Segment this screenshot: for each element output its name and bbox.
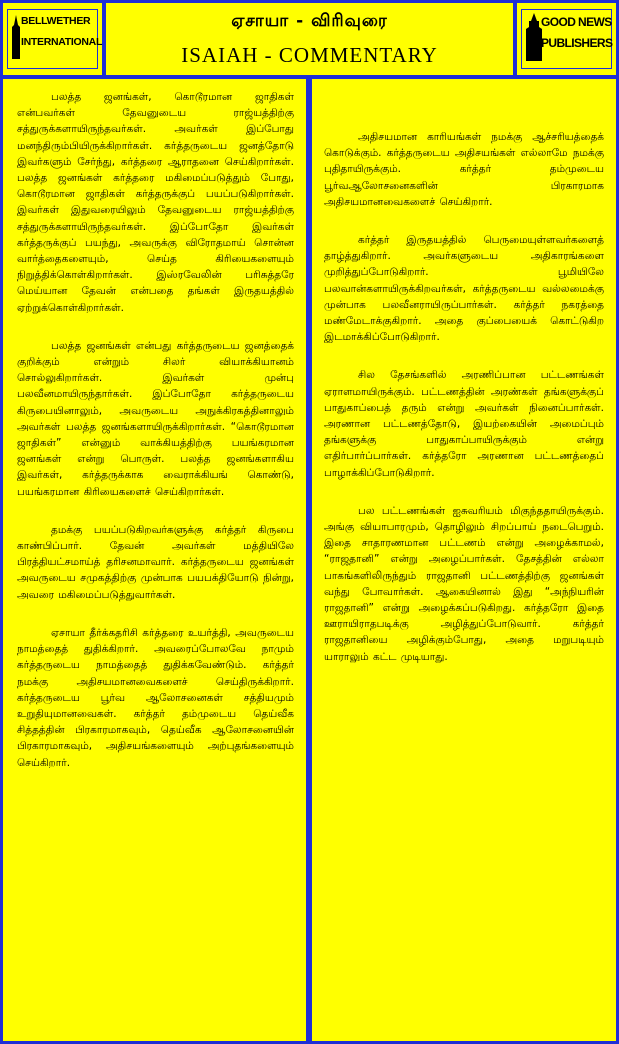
paragraph: சில தேசங்களில் அரணிப்பான பட்டணங்கள் ஏராளமாயிருக்கும். பட்டணத்தின் அரண்கள் தங்களுக்குப் பாதுகாப்பைத் தரும் என்று அவர்கள் நினைப்பார்கள். அரணான பட்டணத்தோடு, இயற்கையின் அமைப்பும் தங்களுக்கு பாதுகாப்பாயிருக்கும் என்று எதிர்பார்ப்பார்கள். கர்த்தரோ அரணான பட்டணத்தைப் பாழாக்கிப்போடுகிறார். [324, 369, 604, 479]
logo-line2: INTERNATIONAL [21, 36, 103, 48]
page-header [0, 0, 619, 79]
logo-line2: PUBLISHERS [541, 36, 613, 50]
good-news-logo [513, 3, 616, 75]
title-english: ISAIAH - COMMENTARY [181, 43, 438, 67]
paragraph: பலத்த ஜனங்கள் என்பது கர்த்தருடைய ஜனத்தைக் குறிக்கும் என்றும் சிலர் வியாக்கியானம் சொல்லுகிறார்கள். இவர்கள் முன்பு பலவீனமாயிருந்தார்கள். இப்போதோ கர்த்தருடைய கிருபையினாலும், அவருடைய அநுக்கிரகத்தினாலும் அவர்கள் பலத்த ஜனங்களாயிருக்கிறார்கள். “கொடூரமான ஜாதிகள்” என்னும் வாக்கியத்திற்கு பயங்கரமான ஜனங்கள் என்று பொருள். பலத்த ஜனங்களாகிய இவர்கள், கர்த்தருக்காக வைராக்கியங் கொண்டு, பயங்கரமான கிரியைகளைச் செய்கிறார்கள். [17, 339, 294, 498]
paragraph: தமக்கு பயப்படுகிறவர்களுக்கு கர்த்தர் கிருபை காண்பிப்பார். தேவன் அவர்கள் மத்தியிலே பிரத்தியட்சமாய்த் தரிசனமாவார். கர்த்தருடைய ஜனங்கள் அவருடைய சமுகத்திற்கு முன்பாக பயபக்தியோடு நின்று, அவரை மகிமைப்படுத்துவார்கள். [17, 523, 294, 601]
right-column [310, 79, 616, 1041]
paragraph: பல பட்டணங்கள் ஐசுவரியம் மிகுந்ததாயிருக்கும். அங்கு வியாபாரமும், தொழிலும் சிறப்பாய் நடைபெறும். இதை சாதாரணமான பட்டணம் என்று அழைக்காமல், “ராஜதானி” என்று அழைப்பார்கள். தேசத்தின் எல்லா பாகங்களிலிருந்தும் ராஜதானி பட்டணத்திற்கு ஜனங்கள் வந்து போவார்கள். ஆகையினால் இது “அந்நியரின் ராஜதானி” என்று அழைக்கப்படுகிறது. கர்த்தரோ இதை ஊராயிராதபடிக்கு அழித்துப்போடுவார். கர்த்தர் ராஜதானியை அழிக்கும்போது, அதை மறுபடியும் யாராலும் கட்ட முடியாது. [324, 504, 604, 663]
paragraph: பலத்த ஜனங்கள், கொடூரமான ஜாதிகள் என்பவர்கள் தேவனுடைய ராஜ்யத்திற்கு சத்துருக்களாயிருந்தவர்கள். அவர்கள் இப்போது மனந்திரும்பியிருக்கிறார்கள். கர்த்தருடைய ஜனத்தோடு இவர்களும் சேர்ந்து, கர்த்தரை ஆராதனை செய்கிறார்கள். பலத்த ஜனங்கள் கர்த்தரை மகிமைப்படுத்தும் போது, கொடூரமான ஜாதிகள் கர்த்தருக்குப் பயப்படுகிறார்கள். இவர்கள் இதுவரையிலும் தேவனுடைய ராஜ்யத்திற்கு சத்துருக்களாயிருந்தவர்கள். இப்போதோ இவர்கள் கர்த்தருக்குப் பயந்து, அவருக்கு விரோதமாய் சொன்ன வார்த்தைகளையும், செய்த கிரியைகளையும் நிறுத்திக்கொள்கிறார்கள். இஸ்ரவேலின் பரிசுத்தரே மெய்யான தேவன் என்பதை தங்கள் இருதயத்தில் ஏற்றுக்கொள்கிறார்கள். [17, 91, 294, 314]
paragraph: ஏசாயா தீர்க்கதரிசி கர்த்தரை உயர்த்தி, அவருடைய நாமத்தைத் துதிக்கிறார். அவரைப்போலவே நாமும் கர்த்தருடைய நாமத்தைத் துதிக்கவேண்டும். கர்த்தர் நமக்கு அதிசயமானவைகளைச் செய்திருக்கிறார். கர்த்தருடைய பூர்வ ஆலோசனைகள் சத்தியமும் உறுதியுமானவைகள். கர்த்தர் தம்முடைய தெய்வீக சித்தத்தின் பிரகாரமாகவும், தெய்வீக ஆலோசனையின் பிரகாரமாகவும், அதிசயங்களையும் அற்புதங்களையும் செய்கிறார். [17, 626, 294, 769]
title-tamil: ஏசாயா - விரிவுரை [231, 11, 388, 31]
left-column [3, 79, 308, 1041]
bellwether-logo [3, 3, 106, 75]
logo-line1: BELLWETHER [21, 15, 91, 27]
paragraph: அதிசயமான காரியங்கள் நமக்கு ஆச்சரியத்தைக் கொடுக்கும். கர்த்தருடைய அதிசயங்கள் எல்லாமே நமக்கு புதிதாயிருக்கும். கர்த்தர் தம்முடைய பூர்வஆலோசனைகளின் பிரகாரமாக அதிசயமானவைகளைச் செய்கிறார். [324, 131, 604, 208]
paragraph: கர்த்தர் இருதயத்தில் பெருமையுள்ளவர்களைத் தாழ்த்துகிறார். அவர்களுடைய அதிகாரங்களை முறித்துப்போடுகிறார். பூமியிலே பலவான்களாயிருக்கிறவர்கள், கர்த்தருடைய வல்லமைக்கு முன்பாக பலவீனராயிருப்பார்கள். கர்த்தர் நகரத்தை மண்மேடாக்குகிறார். அதை குப்பையைக் கொட்டுகிற இடமாக்கிப்போடுகிறார். [324, 234, 604, 344]
title-block [110, 3, 509, 75]
logo-line1: GOOD NEWS [541, 15, 612, 29]
